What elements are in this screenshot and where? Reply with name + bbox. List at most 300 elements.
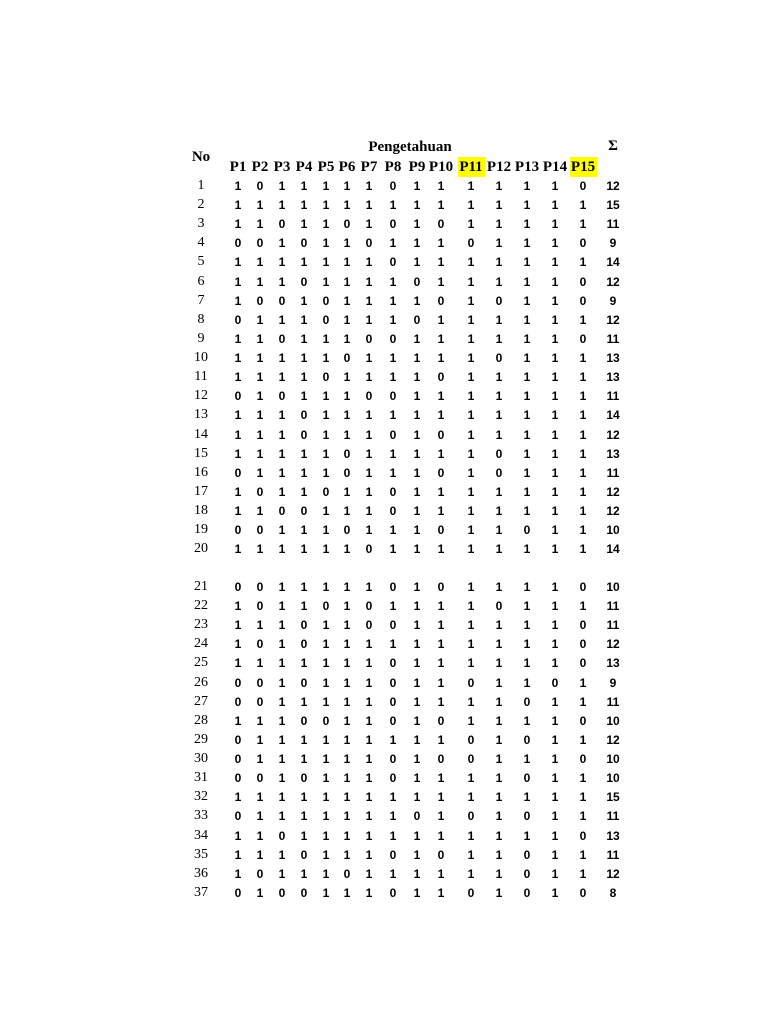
answer-value: 1: [278, 312, 286, 327]
answer-value: 0: [467, 732, 475, 747]
answer-value: 0: [365, 389, 373, 404]
answer-value: 1: [343, 656, 351, 671]
answer-value: 1: [256, 389, 264, 404]
answer-value: 1: [467, 351, 475, 366]
answer-value: 1: [322, 198, 330, 213]
answer-value: 1: [413, 465, 421, 480]
answer-value: 0: [389, 675, 397, 690]
answer-value: 1: [365, 675, 373, 690]
answer-value: 1: [365, 274, 373, 289]
row-number: 12: [194, 388, 208, 404]
answer-value: 1: [551, 828, 559, 843]
answer-value: 0: [523, 847, 531, 862]
answer-value: 1: [579, 408, 587, 423]
answer-value: 1: [551, 866, 559, 881]
answer-value: 0: [278, 389, 286, 404]
answer-value: 1: [343, 236, 351, 251]
answer-value: 1: [389, 599, 397, 614]
answer-value: 0: [579, 293, 587, 308]
answer-value: 1: [278, 866, 286, 881]
answer-value: 1: [256, 828, 264, 843]
answer-value: 1: [322, 351, 330, 366]
answer-value: 1: [234, 408, 242, 423]
answer-value: 0: [234, 885, 242, 900]
row-total: 13: [606, 370, 620, 385]
answer-value: 1: [278, 408, 286, 423]
answer-value: 0: [467, 809, 475, 824]
answer-value: 1: [300, 312, 308, 327]
answer-value: 1: [343, 274, 351, 289]
answer-value: 1: [256, 217, 264, 232]
answer-value: 1: [322, 885, 330, 900]
answer-value: 1: [523, 274, 531, 289]
answer-value: 1: [234, 599, 242, 614]
row-number: 32: [194, 789, 208, 805]
answer-value: 1: [413, 656, 421, 671]
answer-value: 1: [579, 866, 587, 881]
answer-value: 1: [413, 675, 421, 690]
row-total: 12: [606, 484, 620, 499]
answer-value: 1: [551, 504, 559, 519]
answer-value: 1: [322, 771, 330, 786]
answer-value: 0: [322, 599, 330, 614]
answer-value: 1: [343, 427, 351, 442]
row-number: 22: [194, 598, 208, 614]
answer-value: 0: [437, 217, 445, 232]
answer-value: 1: [495, 580, 503, 594]
answer-value: 1: [322, 809, 330, 824]
answer-value: 0: [437, 293, 445, 308]
answer-value: 1: [256, 408, 264, 423]
answer-value: 0: [278, 217, 286, 232]
answer-value: 1: [523, 580, 531, 594]
row-number: 8: [197, 311, 205, 327]
answer-value: 1: [343, 179, 351, 193]
row-number: 14: [194, 426, 208, 442]
answer-value: 1: [551, 408, 559, 423]
answer-value: 1: [523, 675, 531, 690]
answer-value: 1: [278, 656, 286, 671]
answer-value: 1: [551, 217, 559, 232]
answer-value: 1: [523, 828, 531, 843]
answer-value: 1: [365, 217, 373, 232]
answer-value: 1: [343, 694, 351, 709]
answer-value: 1: [365, 866, 373, 881]
answer-value: 0: [256, 771, 264, 786]
answer-value: 1: [389, 542, 397, 557]
row-number: 34: [194, 827, 208, 843]
answer-value: 1: [300, 599, 308, 614]
answer-value: 1: [495, 790, 503, 805]
answer-value: 1: [413, 790, 421, 805]
answer-value: 1: [523, 752, 531, 767]
answer-value: 0: [523, 771, 531, 786]
answer-value: 0: [234, 580, 242, 594]
row-number: 35: [194, 846, 208, 862]
answer-value: 1: [523, 408, 531, 423]
answer-value: 0: [389, 331, 397, 346]
answer-value: 1: [256, 809, 264, 824]
row-total: 12: [606, 637, 620, 652]
row-total: 10: [606, 771, 620, 786]
column-header-p7: P7: [360, 159, 378, 175]
answer-value: 1: [413, 847, 421, 862]
column-header-p5: P5: [317, 159, 335, 175]
answer-value: 0: [256, 236, 264, 251]
answer-value: 1: [495, 771, 503, 786]
answer-value: 0: [300, 236, 308, 251]
answer-value: 1: [256, 274, 264, 289]
answer-value: 1: [365, 828, 373, 843]
answer-value: 0: [437, 465, 445, 480]
answer-value: 1: [551, 255, 559, 270]
row-total: 13: [606, 351, 620, 366]
answer-value: 1: [234, 274, 242, 289]
answer-value: 1: [551, 179, 559, 193]
answer-value: 1: [256, 618, 264, 633]
answer-value: 1: [322, 752, 330, 767]
answer-value: 1: [343, 732, 351, 747]
answer-value: 0: [437, 427, 445, 442]
answer-value: 1: [551, 370, 559, 385]
answer-value: 1: [467, 694, 475, 709]
answer-value: 1: [365, 847, 373, 862]
answer-value: 0: [234, 465, 242, 480]
answer-value: 1: [551, 618, 559, 633]
row-number: 26: [194, 674, 208, 690]
answer-value: 1: [389, 236, 397, 251]
answer-value: 1: [234, 427, 242, 442]
answer-value: 1: [256, 752, 264, 767]
row-total: 14: [606, 542, 620, 557]
row-total: 12: [606, 427, 620, 442]
answer-value: 1: [467, 523, 475, 538]
answer-value: 1: [300, 484, 308, 499]
answer-value: 1: [278, 198, 286, 213]
answer-value: 1: [551, 198, 559, 213]
answer-value: 1: [413, 828, 421, 843]
answer-value: 1: [551, 389, 559, 404]
answer-value: 0: [523, 694, 531, 709]
answer-value: 0: [234, 312, 242, 327]
column-header-p15: P15: [570, 159, 596, 175]
answer-value: 1: [579, 217, 587, 232]
answer-value: 1: [300, 656, 308, 671]
answer-value: 1: [413, 523, 421, 538]
answer-value: 1: [365, 809, 373, 824]
answer-value: 1: [300, 828, 308, 843]
row-number: 21: [194, 579, 208, 594]
answer-value: 1: [278, 370, 286, 385]
answer-value: 0: [300, 618, 308, 633]
answer-value: 1: [322, 694, 330, 709]
row-number: 16: [194, 464, 208, 480]
answer-value: 1: [551, 427, 559, 442]
answer-value: 1: [300, 255, 308, 270]
answer-value: 1: [523, 389, 531, 404]
answer-value: 0: [579, 274, 587, 289]
answer-value: 0: [389, 580, 397, 594]
answer-value: 1: [523, 542, 531, 557]
answer-value: 1: [523, 312, 531, 327]
answer-value: 1: [343, 408, 351, 423]
answer-value: 1: [343, 293, 351, 308]
answer-value: 1: [365, 198, 373, 213]
answer-value: 1: [365, 504, 373, 519]
answer-value: 1: [322, 389, 330, 404]
answer-value: 1: [467, 542, 475, 557]
answer-value: 1: [495, 752, 503, 767]
answer-value: 1: [413, 370, 421, 385]
answer-value: 1: [579, 484, 587, 499]
answer-value: 1: [413, 504, 421, 519]
answer-value: 1: [322, 408, 330, 423]
answer-value: 1: [495, 198, 503, 213]
answer-value: 1: [523, 179, 531, 193]
answer-value: 1: [365, 446, 373, 461]
row-total: 11: [606, 618, 620, 633]
answer-value: 0: [467, 675, 475, 690]
row-total: 12: [606, 179, 620, 193]
answer-value: 0: [322, 484, 330, 499]
row-total: 11: [606, 389, 620, 404]
answer-value: 1: [551, 293, 559, 308]
answer-value: 1: [234, 618, 242, 633]
answer-value: 0: [389, 427, 397, 442]
answer-value: 1: [413, 580, 421, 594]
answer-value: 1: [389, 198, 397, 213]
column-header-p1: P1: [229, 159, 247, 175]
answer-value: 1: [256, 331, 264, 346]
answer-value: 1: [278, 694, 286, 709]
answer-value: 1: [551, 656, 559, 671]
row-number: 19: [194, 522, 208, 538]
answer-value: 1: [495, 504, 503, 519]
answer-value: 1: [495, 732, 503, 747]
answer-value: 0: [389, 713, 397, 728]
answer-value: 1: [300, 732, 308, 747]
row-total: 9: [609, 293, 617, 308]
answer-value: 0: [234, 675, 242, 690]
answer-value: 1: [437, 236, 445, 251]
answer-value: 1: [551, 580, 559, 594]
answer-value: 1: [551, 465, 559, 480]
answer-value: 1: [467, 427, 475, 442]
answer-value: 1: [343, 312, 351, 327]
row-total: 12: [606, 866, 620, 881]
answer-value: 1: [343, 504, 351, 519]
row-total: 15: [606, 198, 620, 213]
row-total: 8: [609, 885, 617, 900]
answer-value: 1: [467, 370, 475, 385]
answer-value: 0: [389, 618, 397, 633]
answer-value: 0: [467, 236, 475, 251]
column-header-p4: P4: [295, 159, 313, 175]
answer-value: 1: [278, 752, 286, 767]
answer-value: 0: [343, 217, 351, 232]
row-number: 31: [194, 770, 208, 786]
answer-value: 1: [551, 274, 559, 289]
answer-value: 1: [413, 885, 421, 900]
answer-value: 1: [343, 255, 351, 270]
answer-value: 1: [300, 351, 308, 366]
answer-value: 1: [389, 828, 397, 843]
answer-value: 0: [322, 293, 330, 308]
answer-value: 1: [389, 446, 397, 461]
row-total: 12: [606, 504, 620, 519]
answer-value: 1: [343, 885, 351, 900]
answer-value: 1: [389, 809, 397, 824]
answer-value: 0: [413, 809, 421, 824]
answer-value: 1: [495, 408, 503, 423]
answer-value: 0: [343, 523, 351, 538]
answer-value: 1: [365, 351, 373, 366]
answer-value: 1: [234, 637, 242, 652]
answer-value: 1: [437, 637, 445, 652]
answer-value: 0: [278, 293, 286, 308]
answer-value: 1: [467, 828, 475, 843]
row-total: 11: [606, 809, 620, 824]
answer-value: 1: [523, 427, 531, 442]
answer-value: 1: [467, 599, 475, 614]
answer-value: 1: [343, 389, 351, 404]
answer-value: 1: [413, 637, 421, 652]
answer-value: 1: [579, 599, 587, 614]
answer-value: 1: [495, 389, 503, 404]
answer-value: 1: [322, 542, 330, 557]
answer-value: 1: [413, 599, 421, 614]
answer-value: 1: [300, 198, 308, 213]
answer-value: 1: [437, 255, 445, 270]
answer-value: 1: [300, 389, 308, 404]
answer-value: 1: [278, 847, 286, 862]
row-number: 37: [194, 884, 208, 900]
column-header-p12: P12: [486, 159, 512, 175]
answer-value: 1: [413, 408, 421, 423]
answer-value: 0: [437, 752, 445, 767]
answer-value: 1: [300, 179, 308, 193]
answer-value: 1: [437, 389, 445, 404]
answer-value: 1: [365, 656, 373, 671]
answer-value: 1: [343, 370, 351, 385]
answer-value: 1: [495, 828, 503, 843]
answer-value: 1: [256, 790, 264, 805]
answer-value: 1: [437, 694, 445, 709]
answer-value: 1: [551, 542, 559, 557]
answer-value: 1: [579, 255, 587, 270]
answer-value: 1: [413, 484, 421, 499]
answer-value: 1: [322, 427, 330, 442]
answer-value: 1: [278, 236, 286, 251]
answer-value: 1: [467, 293, 475, 308]
answer-value: 0: [256, 179, 264, 193]
answer-value: 0: [579, 752, 587, 767]
answer-value: 1: [467, 465, 475, 480]
answer-value: 1: [278, 542, 286, 557]
answer-value: 1: [389, 523, 397, 538]
answer-value: 1: [523, 484, 531, 499]
answer-value: 1: [495, 484, 503, 499]
answer-value: 1: [523, 198, 531, 213]
answer-value: 1: [495, 217, 503, 232]
answer-value: 1: [278, 523, 286, 538]
answer-value: 1: [343, 542, 351, 557]
answer-value: 1: [343, 713, 351, 728]
answer-value: 1: [523, 217, 531, 232]
answer-value: 1: [300, 523, 308, 538]
row-total: 10: [606, 580, 620, 594]
answer-value: 1: [278, 427, 286, 442]
answer-value: 1: [551, 446, 559, 461]
answer-value: 0: [343, 465, 351, 480]
answer-value: 1: [365, 408, 373, 423]
answer-value: 1: [300, 694, 308, 709]
answer-value: 1: [413, 389, 421, 404]
answer-value: 1: [437, 828, 445, 843]
answer-value: 1: [579, 790, 587, 805]
answer-value: 1: [278, 713, 286, 728]
row-number: 5: [197, 254, 205, 270]
answer-value: 1: [343, 599, 351, 614]
answer-value: 1: [365, 427, 373, 442]
answer-value: 1: [300, 293, 308, 308]
answer-value: 0: [343, 351, 351, 366]
answer-value: 1: [523, 293, 531, 308]
answer-value: 1: [278, 255, 286, 270]
answer-value: 1: [256, 713, 264, 728]
answer-value: 1: [467, 504, 475, 519]
answer-value: 1: [256, 656, 264, 671]
row-number: 27: [194, 693, 208, 709]
answer-value: 1: [278, 790, 286, 805]
answer-value: 0: [234, 752, 242, 767]
row-total: 11: [606, 331, 620, 346]
answer-value: 1: [365, 771, 373, 786]
answer-value: 1: [495, 675, 503, 690]
answer-value: 1: [551, 523, 559, 538]
answer-value: 1: [322, 656, 330, 671]
answer-value: 1: [278, 484, 286, 499]
answer-value: 0: [300, 504, 308, 519]
answer-value: 1: [495, 618, 503, 633]
answer-value: 1: [322, 675, 330, 690]
answer-value: 0: [389, 504, 397, 519]
answer-value: 1: [551, 236, 559, 251]
answer-value: 1: [579, 446, 587, 461]
answer-value: 1: [322, 732, 330, 747]
row-total: 14: [606, 408, 620, 423]
answer-value: 0: [389, 771, 397, 786]
answer-value: 0: [256, 599, 264, 614]
row-total: 10: [606, 523, 620, 538]
answer-value: 1: [495, 847, 503, 862]
answer-value: 0: [234, 389, 242, 404]
answer-value: 1: [234, 828, 242, 843]
answer-value: 1: [278, 771, 286, 786]
answer-value: 1: [300, 446, 308, 461]
answer-value: 1: [300, 580, 308, 594]
answer-value: 1: [495, 312, 503, 327]
answer-value: 1: [300, 752, 308, 767]
answer-value: 0: [234, 236, 242, 251]
answer-value: 1: [523, 236, 531, 251]
answer-value: 1: [551, 694, 559, 709]
answer-value: 0: [365, 236, 373, 251]
answer-value: 1: [551, 484, 559, 499]
answer-value: 0: [389, 217, 397, 232]
answer-value: 1: [389, 866, 397, 881]
answer-value: 1: [389, 312, 397, 327]
